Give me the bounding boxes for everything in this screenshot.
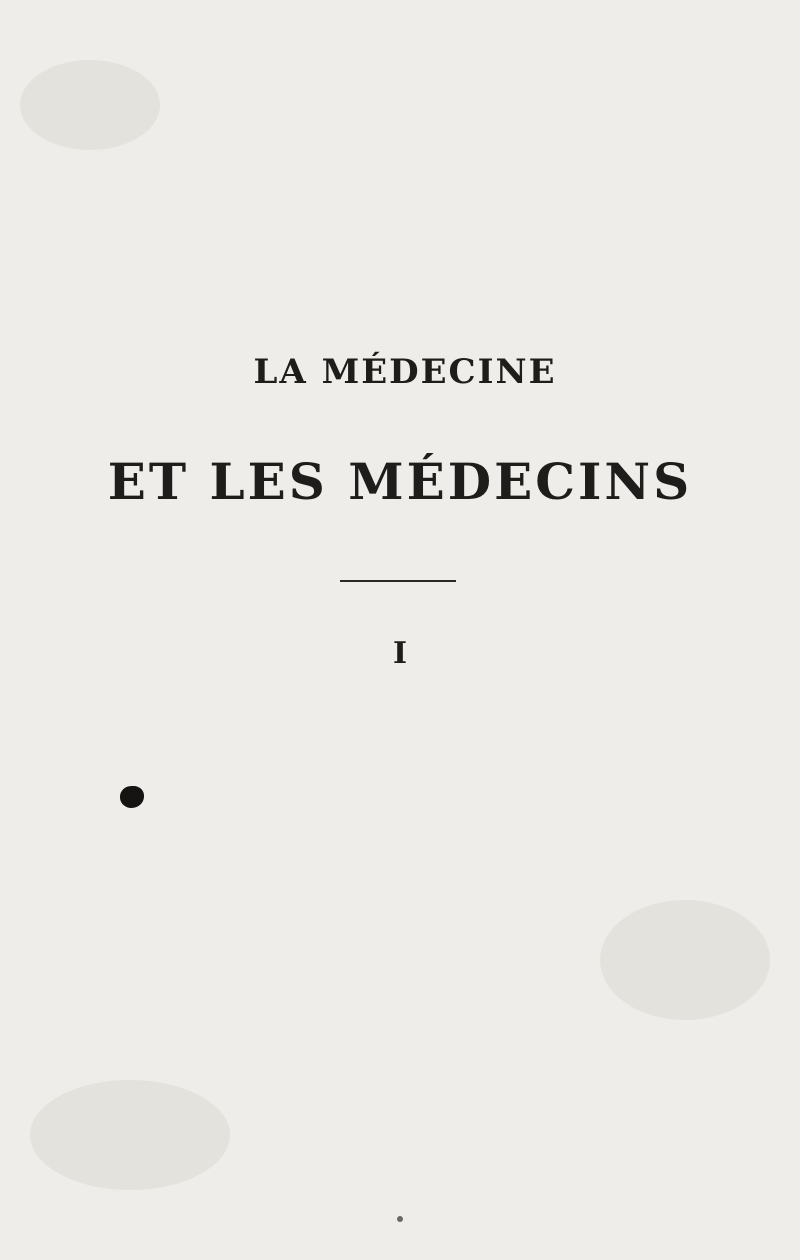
ink-spot [120,786,144,808]
paper-stain [20,60,160,150]
page-mark [397,1216,403,1222]
title-line-2: ET LES MÉDECINS [107,452,693,511]
paper-stain [30,1080,230,1190]
title-line-1: LA MÉDECINE [253,352,557,392]
paper-stain [600,900,770,1020]
volume-numeral: I [392,636,408,671]
title-rule [340,580,456,582]
